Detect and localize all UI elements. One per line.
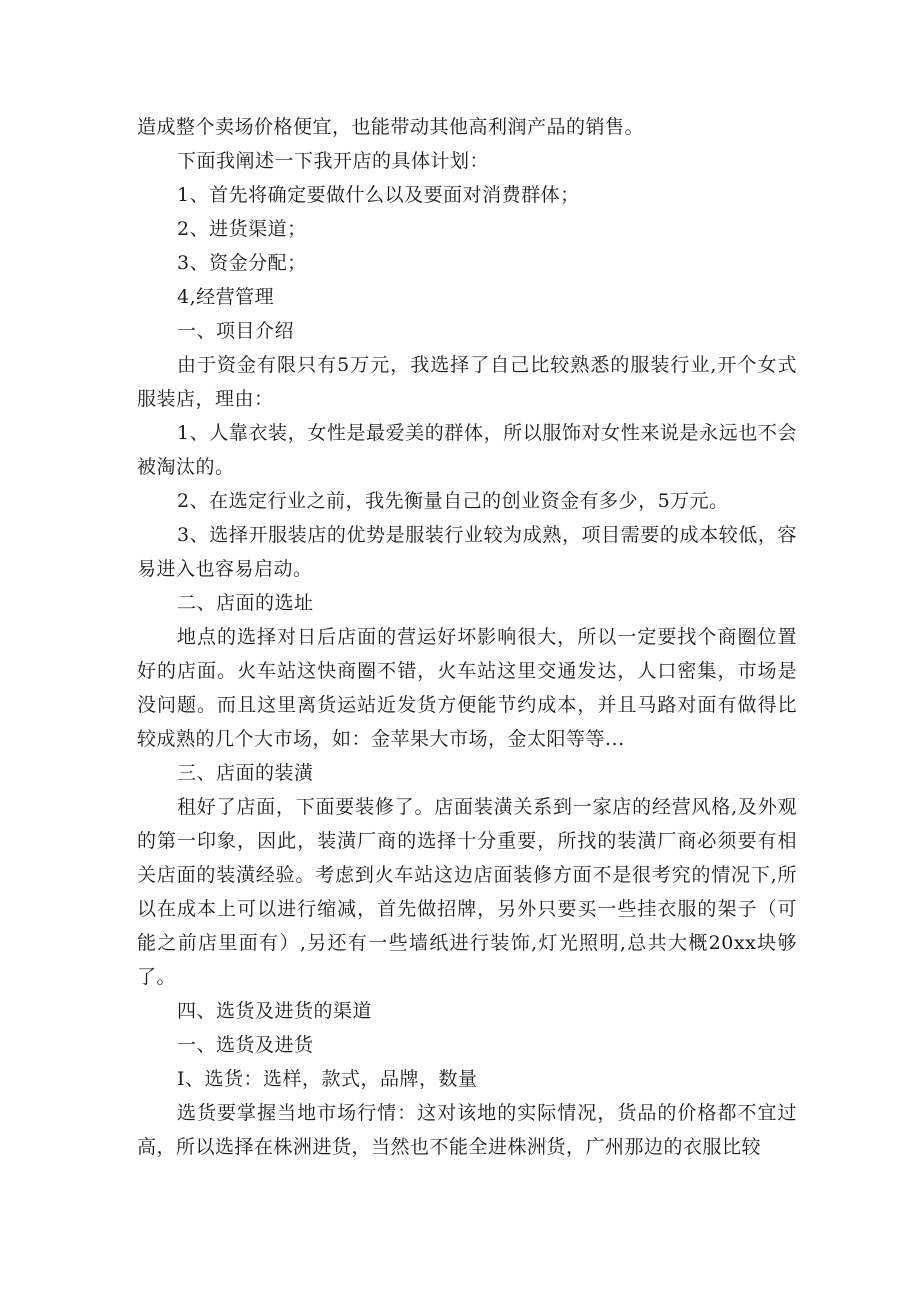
list-item: 2、在选定行业之前，我先衡量自己的创业资金有多少，5万元。 <box>177 490 729 512</box>
paragraph: 造成整个卖场价格便宜，也能带动其他高利润产品的销售。 <box>137 116 645 138</box>
list-item: 3、选择开服装店的优势是服装行业较为成熟，项目需要的成本较低，容易进入也容易启动。 <box>137 524 797 580</box>
document-body <box>137 110 797 1164</box>
paragraph: 下面我阐述一下我开店的具体计划： <box>177 150 490 172</box>
paragraph: 租好了店面，下面要装修了。店面装潢关系到一家店的经营风格,及外观的第一印象，因此，装潢厂商的选择十分重要，所找的装潢厂商必须要有相关店面的装潢经验。考虑到火车站这边店面装修方面不是很考究的情况下,所以在成本上可以进行缩减，首先做招牌，另外只要买一些挂衣服的架子（可能之前店里面有）,另还有一些墙纸进行装饰,灯光照明,总共大概20xx块够了。 <box>137 796 797 988</box>
paragraph: 选货要掌握当地市场行情：这对该地的实际情况，货品的价格都不宜过高，所以选择在株洲进货，当然也不能全进株洲货，广州那边的衣服比较 <box>137 1102 797 1158</box>
subsection-heading: 一、选货及进货 <box>177 1034 314 1056</box>
list-item: 1、人靠衣装，女性是最爱美的群体，所以服饰对女性来说是永远也不会被淘汰的。 <box>137 422 797 478</box>
subsection-heading: I、选货：选样，款式，品牌，数量 <box>177 1068 478 1090</box>
list-item: 2、进货渠道； <box>177 218 307 240</box>
section-heading: 一、项目介绍 <box>177 320 295 342</box>
list-item: 3、资金分配； <box>177 252 307 274</box>
section-heading: 二、店面的选址 <box>177 592 314 614</box>
section-heading: 三、店面的装潢 <box>177 762 314 784</box>
paragraph: 由于资金有限只有5万元，我选择了自己比较熟悉的服装行业,开个女式服装店，理由： <box>137 354 797 410</box>
paragraph: 地点的选择对日后店面的营运好坏影响很大，所以一定要找个商圈位置好的店面。火车站这快商圈不错，火车站这里交通发达，人口密集，市场是没问题。而且这里离货运站近发货方便能节约成本，并且马路对面有做得比较成熟的几个大市场，如：金苹果大市场，金太阳等等... <box>137 626 797 750</box>
list-item: 1、首先将确定要做什么以及要面对消费群体； <box>177 184 580 206</box>
list-item: 4,经营管理 <box>177 286 275 308</box>
section-heading: 四、选货及进货的渠道 <box>177 1000 373 1022</box>
